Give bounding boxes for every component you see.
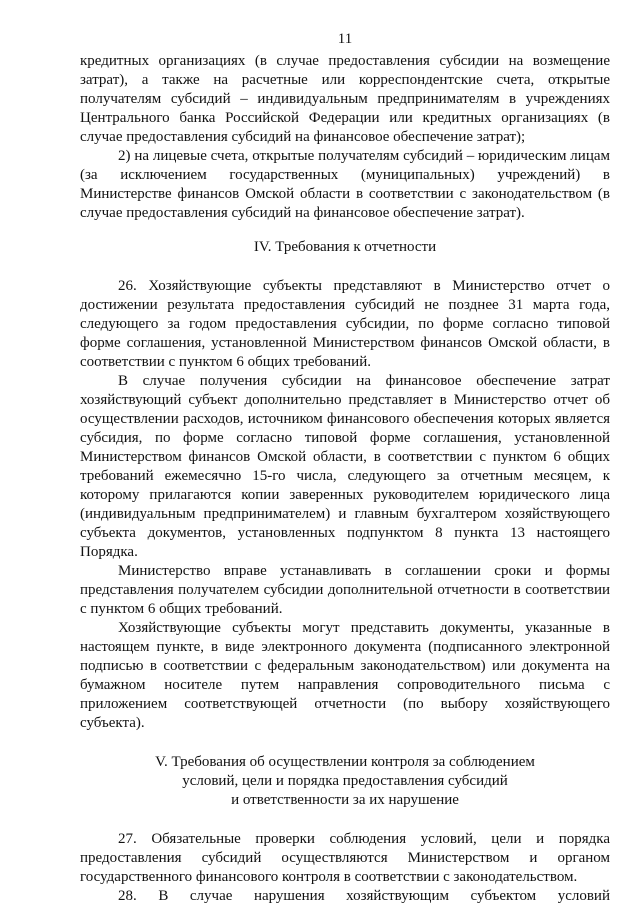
paragraph-ministry-rights: Министерство вправе устанавливать в соглашении сроки и формы представления получателем субсидии дополнительной отчетности в соответствии с пунктом 6 общих требований.	[80, 563, 610, 617]
section-heading-v-line-3: и ответственности за их нарушение	[231, 792, 459, 808]
document-page	[80, 0, 610, 905]
paragraph-28: 28. В случае нарушения хозяйствующим субъектом условий	[118, 888, 610, 904]
paragraph-electronic-docs: Хозяйствующие субъекты могут представить документы, указанные в настоящем пункте, в виде электронного документа (подписанного электронной подписью в соответствии с федеральным законодательством) или документа на бумажном носителе путем направления сопроводительного письма с приложением соответствующей отчетности (по выбору хозяйствующего субъекта).	[80, 620, 610, 731]
paragraph-subsidy-report: В случае получения субсидии на финансовое обеспечение затрат хозяйствующий субъект дополнительно представляет в Министерство отчет об осуществлении расходов, источником финансового обеспечения которых является субсидия, по форме согласно типовой форме соглашения, установленной Министерством финансов Омской области, в соответствии с пунктом 6 общих требований ежемесячно 15-го числа, следующего за отчетным месяцем, к которому прилагаются копии заверенных руководителем юридического лица (индивидуальным предпринимателем) и главным бухгалтером хозяйствующего субъекта документов, установленных подпунктом 8 пункта 13 настоящего Порядка.	[80, 373, 610, 560]
paragraph-26: 26. Хозяйствующие субъекты представляют в Министерство отчет о достижении результата предоставления субсидий не позднее 31 марта года, следующего за годом предоставления субсидии, по форме согласно типовой форме соглашения, установленной Министерством финансов Омской области, в соответствии с пунктом 6 общих требований.	[80, 278, 610, 370]
section-heading-v	[80, 753, 610, 810]
page-number: 11	[337, 31, 353, 47]
paragraph-continued: кредитных организациях (в случае предоставления субсидии на возмещение затрат), а также на расчетные или корреспондентские счета, открытые получателям субсидий – индивидуальным предпринимателям в учреждениях Центрального банка Российской Федерации или кредитных организациях (в случае предоставления субсидий на финансовое обеспечение затрат);	[80, 53, 610, 145]
paragraph-2: 2) на лицевые счета, открытые получателям субсидий – юридическим лицам (за исключением государственных (муниципальных) учреждений) в Министерстве финансов Омской области в соответствии с законодательством (в случае предоставления субсидий на финансовое обеспечение затрат).	[80, 148, 610, 221]
paragraph-27: 27. Обязательные проверки соблюдения условий, цели и порядка предоставления субсидий осуществляются Министерством и органом государственного финансового контроля в соответствии с законодательством.	[80, 831, 610, 885]
section-heading-iv-line: IV. Требования к отчетности	[253, 239, 437, 255]
section-heading-v-line-2: условий, цели и порядка предоставления субсидий	[182, 773, 508, 789]
section-heading-iv	[80, 238, 610, 257]
section-heading-v-line-1: V. Требования об осуществлении контроля за соблюдением	[155, 754, 535, 770]
document-body	[80, 52, 610, 906]
